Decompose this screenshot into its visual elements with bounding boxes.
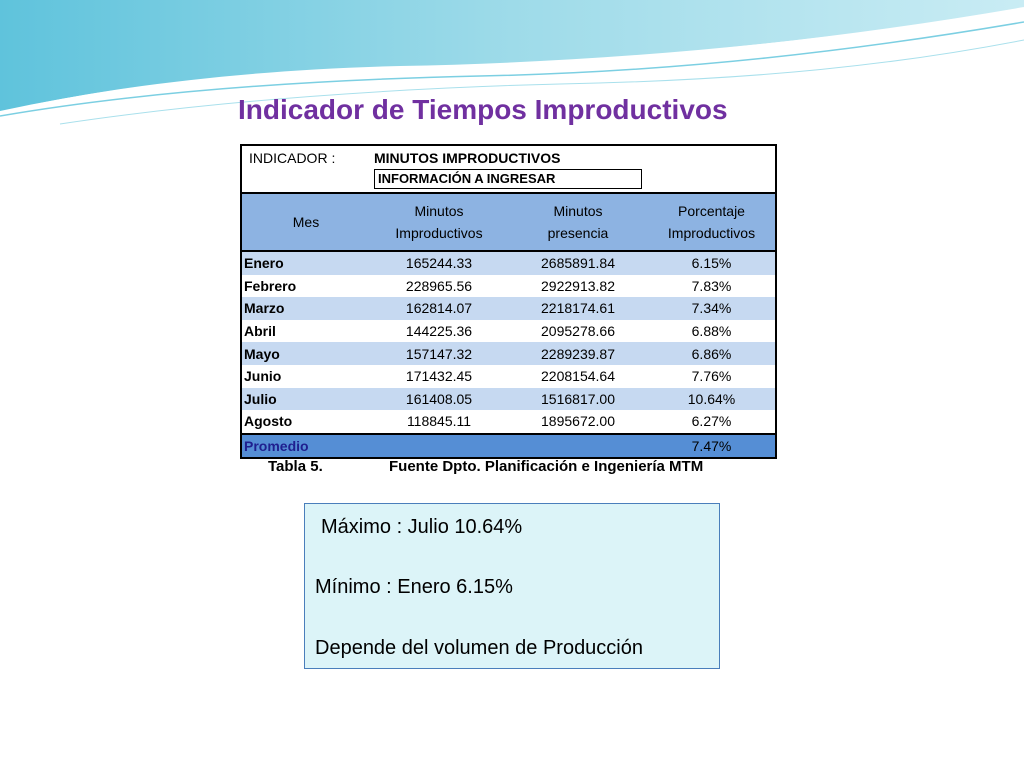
header-porcentaje: Porcentaje Improductivos [648,194,775,251]
indicator-table [240,144,777,459]
cell-improductivos: 162814.07 [370,297,508,320]
cell-month: Abril [242,320,370,343]
indicator-header [242,146,775,194]
table-header-row [242,194,775,251]
table-row [242,320,775,343]
cell-presencia: 1895672.00 [508,410,648,434]
footer-empty-cell [370,434,508,457]
cell-month: Enero [242,251,370,275]
table-footer-row [242,434,775,457]
indicator-label: INDICADOR : [249,150,336,166]
table-row [242,388,775,411]
table-row [242,410,775,434]
table-row [242,275,775,298]
cell-porcentaje: 6.27% [648,410,775,434]
footer-average: 7.47% [648,434,775,457]
cell-porcentaje: 10.64% [648,388,775,411]
indicator-value: MINUTOS IMPRODUCTIVOS [374,150,561,166]
cell-improductivos: 157147.32 [370,342,508,365]
table-caption-source: Fuente Dpto. Planificación e Ingeniería MTM [389,458,704,475]
cell-month: Febrero [242,275,370,298]
cell-porcentaje: 6.15% [648,251,775,275]
header-minutos-presencia: Minutos presencia [508,194,648,251]
cell-presencia: 2218174.61 [508,297,648,320]
header-mes: Mes [242,194,370,251]
cell-improductivos: 171432.45 [370,365,508,388]
cell-improductivos: 165244.33 [370,251,508,275]
cell-presencia: 2208154.64 [508,365,648,388]
footer-label: Promedio [242,434,370,457]
cell-improductivos: 118845.11 [370,410,508,434]
cell-presencia: 2922913.82 [508,275,648,298]
table-caption-label: Tabla 5. [268,458,323,475]
summary-box [304,503,720,669]
table-row [242,251,775,275]
cell-porcentaje: 6.86% [648,342,775,365]
cell-presencia: 2289239.87 [508,342,648,365]
cell-porcentaje: 7.34% [648,297,775,320]
cell-month: Julio [242,388,370,411]
summary-minimo: Mínimo : Enero 6.15% [315,576,513,598]
cell-porcentaje: 6.88% [648,320,775,343]
cell-month: Marzo [242,297,370,320]
cell-improductivos: 228965.56 [370,275,508,298]
data-table [242,194,775,457]
cell-porcentaje: 7.76% [648,365,775,388]
header-minutos-improductivos: Minutos Improductivos [370,194,508,251]
table-row [242,342,775,365]
cell-presencia: 2685891.84 [508,251,648,275]
cell-month: Agosto [242,410,370,434]
summary-depende: Depende del volumen de Producción [315,637,643,659]
cell-improductivos: 144225.36 [370,320,508,343]
cell-porcentaje: 7.83% [648,275,775,298]
table-row [242,365,775,388]
table-row [242,297,775,320]
cell-improductivos: 161408.05 [370,388,508,411]
footer-empty-cell [508,434,648,457]
cell-presencia: 2095278.66 [508,320,648,343]
summary-maximo: Máximo : Julio 10.64% [321,516,523,538]
info-input-box: INFORMACIÓN A INGRESAR [374,169,642,189]
cell-month: Mayo [242,342,370,365]
page-title: Indicador de Tiempos Improductivos [238,94,728,125]
cell-presencia: 1516817.00 [508,388,648,411]
cell-month: Junio [242,365,370,388]
